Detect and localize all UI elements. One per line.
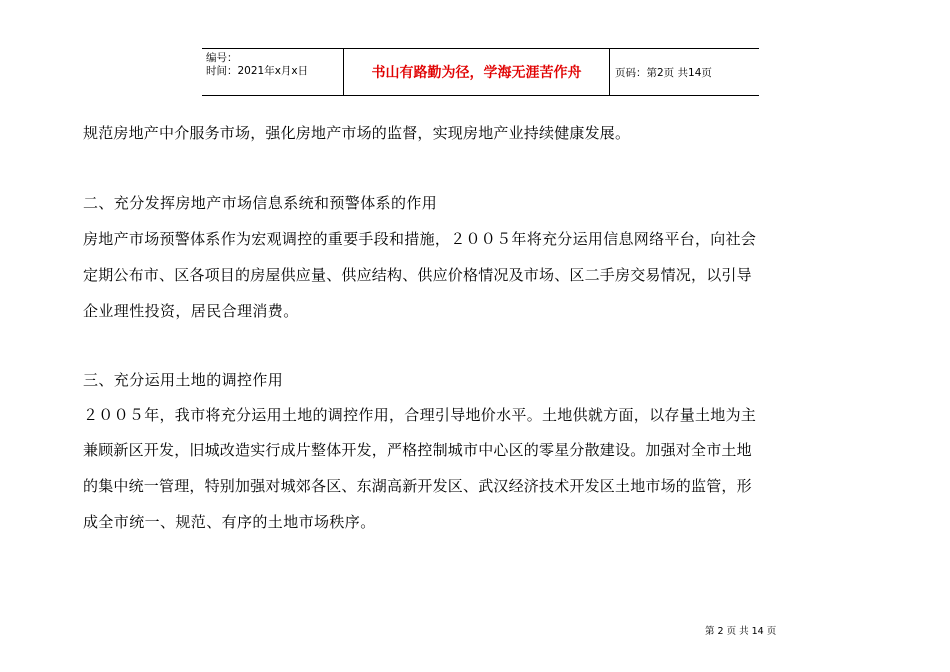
- body-line-6: 兼顾新区开发，旧城改造实行成片整体开发，严格控制城市中心区的零星分散建设。加强对全市土地: [83, 441, 752, 459]
- header-number-label: 编号：: [206, 52, 238, 64]
- section-heading-2: 二、充分发挥房地产市场信息系统和预警体系的作用: [83, 194, 438, 212]
- body-line-1: 规范房地产中介服务市场，强化房地产市场的监督，实现房地产业持续健康发展。: [83, 124, 631, 142]
- header-page-cell: [610, 49, 759, 95]
- body-line-3: 定期公布市、区各项目的房屋供应量、供应结构、供应价格情况及市场、区二手房交易情况，以引导: [83, 266, 752, 284]
- section-heading-3: 三、充分运用土地的调控作用: [83, 371, 284, 389]
- header-motto: 书山有路勤为径，学海无涯苦作舟: [371, 65, 582, 81]
- body-line-4: 企业理性投资，居民合理消费。: [83, 302, 299, 320]
- header-meta-cell: [202, 49, 344, 95]
- body-line-2: 房地产市场预警体系作为宏观调控的重要手段和措施，２００５年将充分运用信息网络平台，向社会: [83, 230, 757, 248]
- header-page-label: 页码：第2页 共14页: [615, 66, 712, 79]
- body-line-8: 成全市统一、规范、有序的土地市场秩序。: [83, 513, 376, 531]
- page-header: [202, 48, 759, 96]
- body-line-7: 的集中统一管理，特别加强对城郊各区、东湖高新开发区、武汉经济技术开发区土地市场的监管，形: [83, 477, 752, 495]
- header-motto-cell: [344, 49, 610, 95]
- page-footer: 第 2 页 共 14 页: [705, 626, 777, 637]
- header-time-label: 时间：2021年x月x日: [206, 65, 309, 77]
- body-line-5: ２００５年，我市将充分运用土地的调控作用，合理引导地价水平。土地供就方面，以存量土地为主: [83, 406, 757, 424]
